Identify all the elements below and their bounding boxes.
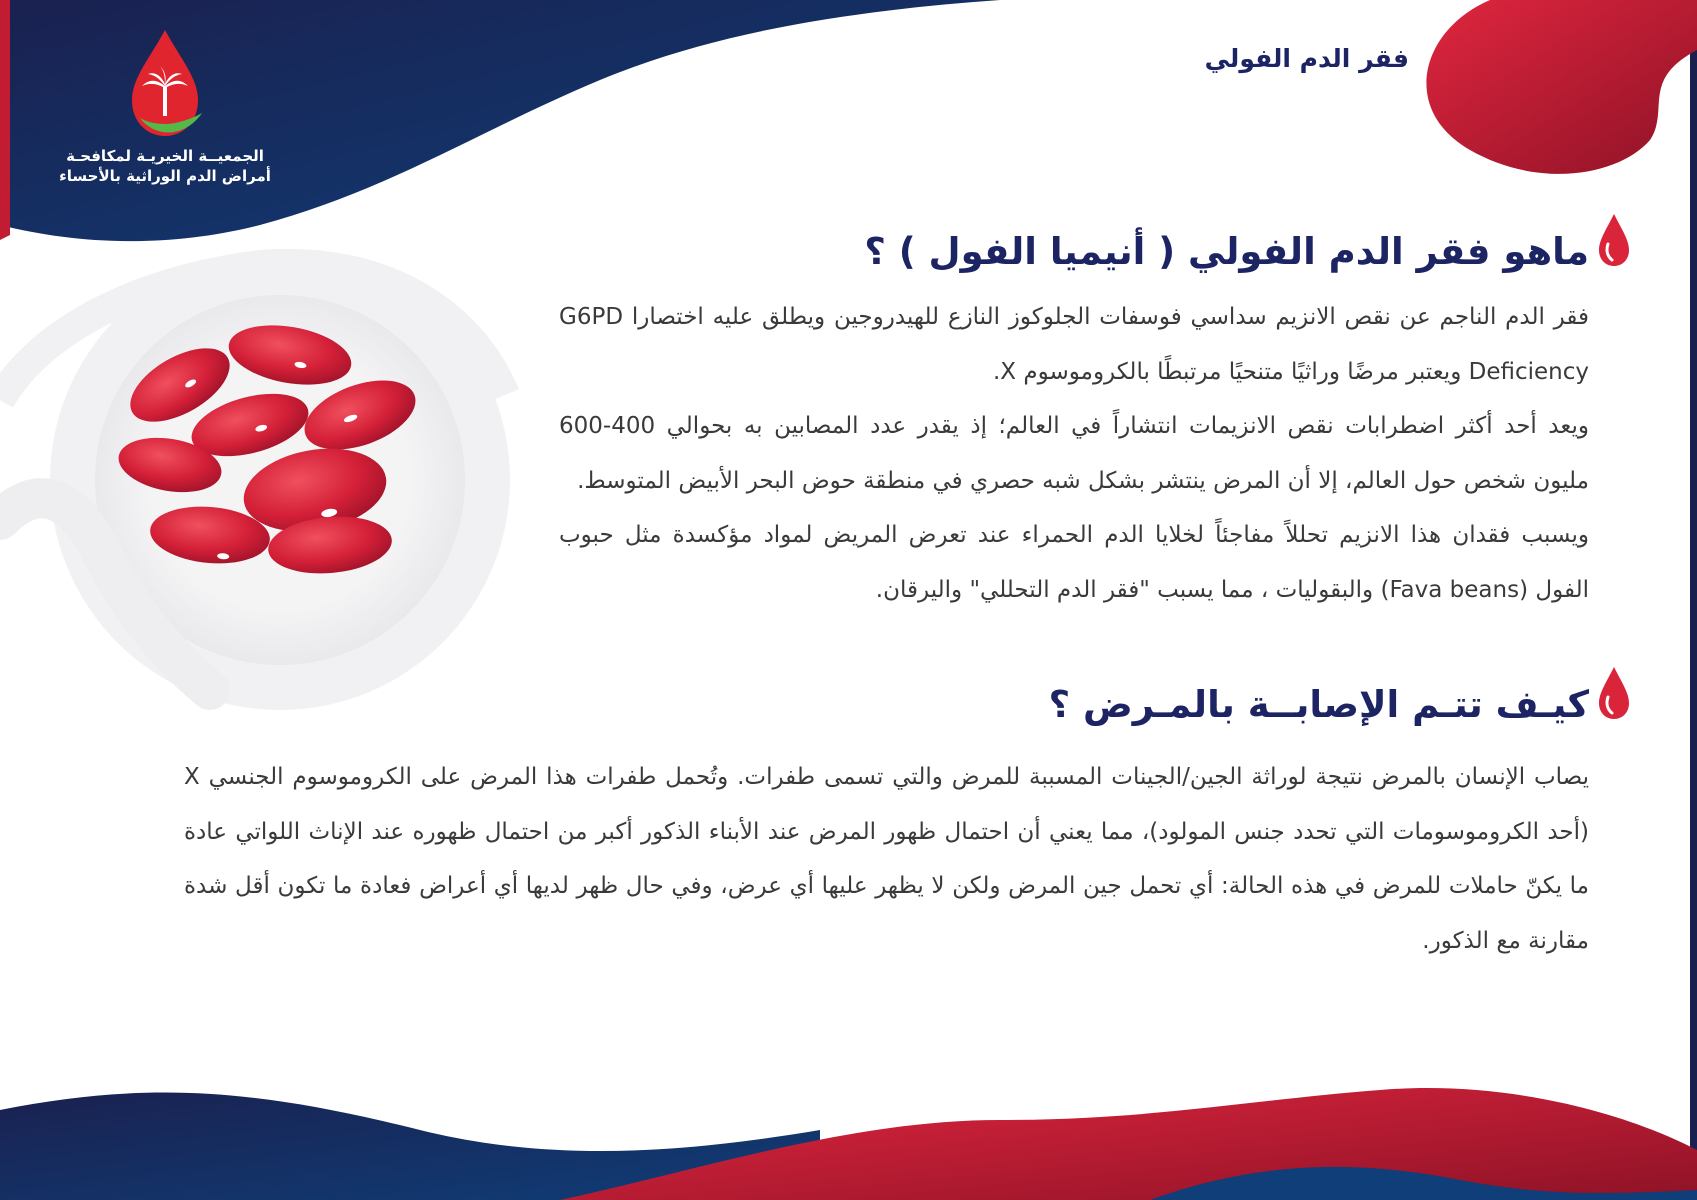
paragraph: ويسبب فقدان هذا الانزيم تحللاً مفاجئاً لخلايا الدم الحمراء عند تعرض المريض لمواد مؤكسدة مثل حبوب الفول (Fava beans) والبقوليات ، مما يسبب "فقر الدم التحللي" واليرقان. xyxy=(559,522,1589,603)
association-logo xyxy=(55,28,275,198)
top-right-red-shape xyxy=(1426,0,1697,174)
page-title: فقر الدم الفولي xyxy=(1204,44,1409,73)
paragraph: فقر الدم الناجم عن نقص الانزيم سداسي فوسفات الجلوكوز النازع للهيدروجين ويطلق عليه اختصارا G6PD Deficiency ويعتبر مرضًا وراثيًا متنحيًا مرتبطًا بالكروموسوم X. xyxy=(559,304,1589,385)
blood-drop-icon xyxy=(1596,212,1632,268)
paragraph: يصاب الإنسان بالمرض نتيجة لوراثة الجين/الجينات المسببة للمرض والتي تسمى طفرات. وتُحمل طفرات هذا المرض على الكروموسوم الجنسي X (أحد الكروموسومات التي تحدد جنس المولود)، مما يعني أن احتمال ظهور المرض عند الأبناء الذكور أكبر من احتمال ظهوره عند الإناث اللواتي عادة ما يكنّ حاملات للمرض في هذه الحالة: أي تحمل جين المرض ولكن لا يظهر عليها أي عرض، وفي حال ظهر لديها أي أعراض فعادة ما تكون أقل شدة مقارنة مع الذكور. xyxy=(184,764,1589,954)
section-what-is-body xyxy=(559,290,1589,617)
logo-text-line-2: أمراض الدم الوراثية بالأحساء xyxy=(59,167,271,185)
blood-drop-icon xyxy=(1596,665,1632,721)
right-navy-stripe xyxy=(1690,0,1697,1200)
section-heading-how-infected: كيـف تتـم الإصابــة بالمـرض ؟ xyxy=(1048,683,1589,726)
section-how-infected-body xyxy=(184,750,1589,968)
left-red-stripe xyxy=(0,0,10,240)
logo-text-line-1: الجمعيــة الخيريـة لمكافحـة xyxy=(66,147,264,165)
bean xyxy=(224,317,356,394)
kidney-beans-illustration xyxy=(60,250,520,710)
paragraph: ويعد أحد أكثر اضطرابات نقص الانزيمات انتشاراً في العالم؛ إذ يقدر عدد المصابين به بحوالي 400-600 مليون شخص حول العالم، إلا أن المرض ينتشر بشكل شبه حصري في منطقة حوض البحر الأبيض المتوسط. xyxy=(559,413,1589,494)
blood-drop-palm-logo-icon xyxy=(120,28,210,146)
section-heading-what-is: ماهو فقر الدم الفولي ( أنيميا الفول ) ؟ xyxy=(864,230,1589,273)
